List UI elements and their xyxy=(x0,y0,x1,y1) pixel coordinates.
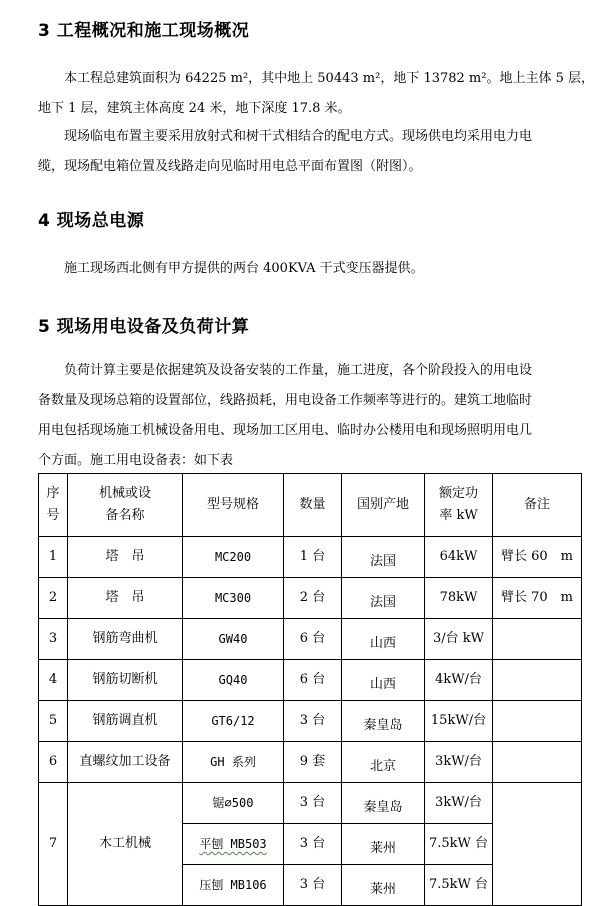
cell-no: 3 xyxy=(39,619,68,660)
header-no: 序 号 xyxy=(39,474,68,537)
header-power: 额定功 率 kW xyxy=(425,474,493,537)
cell-model: GW40 xyxy=(183,619,284,660)
cell-model: 锯∅500 xyxy=(183,783,284,824)
cell-origin: 莱州 xyxy=(342,865,425,906)
table-row xyxy=(39,742,582,783)
cell-model: MC200 xyxy=(183,537,284,578)
cell-qty: 9 套 xyxy=(284,742,342,783)
header-model: 型号规格 xyxy=(183,474,284,537)
cell-origin: 秦皇岛 xyxy=(342,783,425,824)
cell-model: 压刨 MB106 xyxy=(183,865,284,906)
cell-model: MC300 xyxy=(183,578,284,619)
cell-power: 78kW xyxy=(425,578,493,619)
header-remark: 备注 xyxy=(493,474,582,537)
cell-name: 塔 吊 xyxy=(68,537,183,578)
text-line: 地下 1 层，建筑主体高度 24 米，地下深度 17.8 米。 xyxy=(38,101,351,116)
cell-origin: 北京 xyxy=(342,742,425,783)
cell-model: GT6/12 xyxy=(183,701,284,742)
text-line: 本工程总建筑面积为 64225 m²，其中地上 50443 m²，地下 13782 m²。地上主体 5 层， xyxy=(64,71,595,86)
table-row xyxy=(39,619,582,660)
cell-qty: 3 台 xyxy=(284,701,342,742)
cell-remark xyxy=(493,742,582,783)
cell-remark xyxy=(493,701,582,742)
cell-power: 3kW/台 xyxy=(425,783,493,824)
cell-power: 7.5kW 台 xyxy=(425,865,493,906)
header-qty: 数量 xyxy=(284,474,342,537)
cell-name: 木工机械 xyxy=(68,783,183,906)
paragraph-load-calculation xyxy=(38,356,578,476)
cell-origin: 山西 xyxy=(342,619,425,660)
cell-name: 钢筋调直机 xyxy=(68,701,183,742)
section-heading-4: 4 现场总电源 xyxy=(38,211,145,231)
header-origin: 国别产地 xyxy=(342,474,425,537)
cell-remark: 臂长 60 m xyxy=(493,537,582,578)
cell-power: 3/台 kW xyxy=(425,619,493,660)
table-row xyxy=(39,701,582,742)
text-line: 负荷计算主要是依据建筑及设备安装的工作量，施工进度，各个阶段投入的用电设 xyxy=(64,363,533,378)
cell-qty: 6 台 xyxy=(284,660,342,701)
cell-remark xyxy=(493,660,582,701)
paragraph-distribution-method xyxy=(38,122,578,182)
cell-remark xyxy=(493,619,582,660)
cell-power: 7.5kW 台 xyxy=(425,824,493,865)
text-line: 备数量及现场总箱的设置部位，线路损耗，用电设备工作频率等进行的。建筑工地临时 xyxy=(38,393,533,408)
text-line: 个方面。施工用电设备表：如下表 xyxy=(38,453,234,468)
cell-no: 4 xyxy=(39,660,68,701)
cell-model: 平刨 MB503 xyxy=(183,824,284,865)
cell-origin: 秦皇岛 xyxy=(342,701,425,742)
cell-origin: 山西 xyxy=(342,660,425,701)
text-line: 现场临电布置主要采用放射式和树干式相结合的配电方式。现场供电均采用电力电 xyxy=(64,129,533,144)
cell-no: 7 xyxy=(39,783,68,906)
cell-power: 64kW xyxy=(425,537,493,578)
cell-model: GQ40 xyxy=(183,660,284,701)
table-row xyxy=(39,537,582,578)
cell-remark: 臂长 70 m xyxy=(493,578,582,619)
cell-power: 15kW/台 xyxy=(425,701,493,742)
cell-no: 5 xyxy=(39,701,68,742)
text-line: 缆，现场配电箱位置及线路走向见临时用电总平面布置图（附图）。 xyxy=(38,159,422,174)
cell-origin: 法国 xyxy=(342,537,425,578)
cell-origin: 莱州 xyxy=(342,824,425,865)
table-row xyxy=(39,660,582,701)
cell-model: GH 系列 xyxy=(183,742,284,783)
cell-qty: 2 台 xyxy=(284,578,342,619)
text-line: 用电包括现场施工机械设备用电、现场加工区用电、临时办公楼用电和现场照明用电几 xyxy=(38,423,533,438)
cell-qty: 3 台 xyxy=(284,865,342,906)
cell-qty: 6 台 xyxy=(284,619,342,660)
paragraph-project-overview xyxy=(38,64,595,124)
cell-remark xyxy=(493,783,582,906)
cell-power: 4kW/台 xyxy=(425,660,493,701)
section-heading-5: 5 现场用电设备及负荷计算 xyxy=(38,317,250,337)
cell-no: 2 xyxy=(39,578,68,619)
equipment-table xyxy=(38,473,582,906)
cell-name: 钢筋切断机 xyxy=(68,660,183,701)
cell-name: 塔 吊 xyxy=(68,578,183,619)
cell-origin: 法国 xyxy=(342,578,425,619)
cell-name: 直螺纹加工设备 xyxy=(68,742,183,783)
table-row xyxy=(39,578,582,619)
text-line: 施工现场西北侧有甲方提供的两台 400KVA 干式变压器提供。 xyxy=(64,261,424,276)
cell-qty: 3 台 xyxy=(284,783,342,824)
section-heading-3: 3 工程概况和施工现场概况 xyxy=(38,21,250,41)
cell-no: 6 xyxy=(39,742,68,783)
cell-qty: 1 台 xyxy=(284,537,342,578)
table-header-row xyxy=(39,474,582,537)
cell-power: 3kW/台 xyxy=(425,742,493,783)
cell-qty: 3 台 xyxy=(284,824,342,865)
header-name: 机械或设 备名称 xyxy=(68,474,183,537)
table-row xyxy=(39,783,582,824)
cell-name: 钢筋弯曲机 xyxy=(68,619,183,660)
paragraph-main-power xyxy=(38,254,578,284)
cell-no: 1 xyxy=(39,537,68,578)
